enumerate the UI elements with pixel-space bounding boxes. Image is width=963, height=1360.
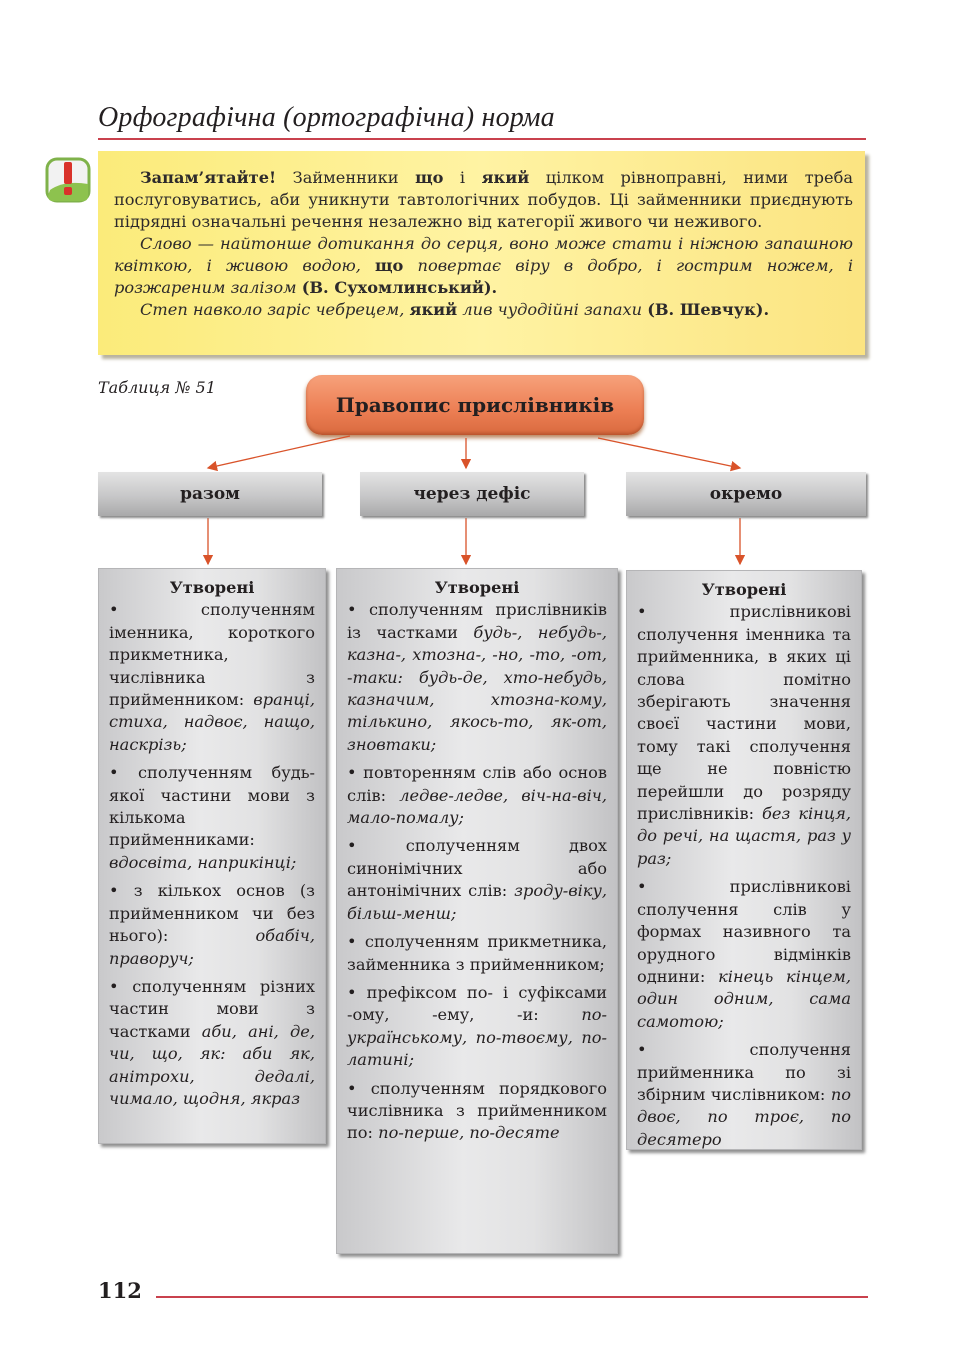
rule-text: • прислівникові сполучення іменника та прийменника, в яких ці слова помітно зберігають значення своєї частини мови, тому такі сполучення ще не повністю перейшли до розряду прислівників:: [637, 602, 851, 824]
rule-item: [637, 1039, 851, 1151]
column-title: Утворені: [169, 578, 255, 597]
category-box-hyphen: через дефіс: [360, 472, 584, 516]
rule-item: [637, 876, 851, 1033]
rule-text: • сполученням різних частин мови з частками: [109, 976, 315, 1041]
rule-examples: вранці, стиха, надвоє, нащо, наскрізь;: [109, 690, 315, 754]
rule-examples: без кінця, до речі, на щастя, раз у раз;: [637, 804, 851, 868]
rule-text: • сполученням прикметника, займенника з прийменником;: [347, 932, 607, 974]
rule-item: [347, 835, 607, 925]
column-together: [98, 568, 326, 1144]
rule-examples: по двоє, по троє, по десятеро: [637, 1084, 851, 1149]
rule-item: [109, 599, 315, 756]
column-separate: [626, 570, 862, 1150]
rule-text: • префіксом по- і суфіксами -ому, -ему, -и:: [347, 982, 607, 1025]
rule-text: • сполученням двох синонімічних або антонімічних слів:: [347, 836, 607, 901]
example-author: (В. Шевчук).: [647, 300, 770, 319]
rule-examples: вдосвіта, наприкінці;: [109, 852, 297, 872]
rule-examples: по-українському, по-твоєму, по-латині;: [347, 1005, 607, 1070]
note-text: цілком рівноправні, ними треба послуговуватись, аби уникнути тавтологічних побудов. Ці займенники приєднують підрядні означальні речення незалежно від категорії живого чи неживого.: [114, 168, 854, 231]
rule-examples: обабіч, праворуч;: [109, 926, 315, 968]
rule-item: [347, 982, 607, 1072]
example-word: який: [409, 300, 458, 319]
rule-examples: по-перше, по-десяте: [378, 1123, 560, 1143]
rule-examples: аби, ані, де, чи, що, як: аби як, анітрохи, дедалі, чимало, щодня, якраз: [109, 1021, 315, 1108]
rule-item: [347, 599, 607, 756]
example-text: лив чудодійні запахи: [457, 300, 648, 319]
rule-item: [637, 601, 851, 870]
rule-examples: ледве-ледве, віч-на-віч, мало-помалу;: [347, 785, 607, 828]
column-title: Утворені: [434, 578, 520, 597]
column-hyphen: [336, 568, 618, 1254]
rule-text: • повторенням слів або основ слів:: [347, 763, 607, 805]
rule-text: • з кількох основ (з прийменником чи без нього):: [109, 881, 315, 946]
example-text: повертає віру в добро, і гострим ножем, і розжареним залізом: [114, 256, 853, 297]
table-caption: Таблиця № 51: [98, 378, 216, 397]
rule-item: [109, 880, 315, 970]
example-text: Слово — найтонше дотикання до серця, воно може стати і ніжною запашною квіткою, і живою водою,: [114, 234, 853, 275]
rule-examples: будь-, небудь-, казна-, хтозна-, -но, -то, -от, -таки: будь-де, хто-небудь, казначим, хтозна-кому, тількино, якось-то, як-от, зновтаки;: [347, 622, 607, 754]
rule-item: [109, 762, 315, 874]
rule-text: • прислівникові сполучення слів у формах називного та орудного відмінків однини:: [637, 877, 851, 986]
page-number: 112: [98, 1278, 142, 1303]
example-author: (В. Сухомлинський).: [301, 278, 498, 297]
arrow: [208, 436, 350, 468]
note-word: що: [415, 168, 444, 187]
rule-item: [347, 931, 607, 976]
rule-item: [347, 762, 607, 829]
rule-examples: зроду-віку, більш-менш;: [347, 881, 607, 923]
category-box-separate: окремо: [626, 472, 866, 516]
example-text: Степ навколо заріс чебрецем,: [140, 300, 410, 319]
rule-text: • сполученням будь-якої частини мови з кількома прийменниками:: [109, 763, 315, 850]
footer-rule: [156, 1296, 868, 1298]
note-text: і: [443, 168, 482, 187]
arrow: [598, 438, 740, 468]
column-title: Утворені: [701, 580, 787, 599]
rule-text: • сполучення прийменника по зі збірним числівником:: [637, 1040, 851, 1104]
note-text: Займенники: [276, 168, 416, 187]
rule-text: • сполученням порядкового числівника з прийменником по:: [347, 1078, 607, 1143]
category-box-together: разом: [98, 472, 322, 516]
rule-item: [347, 1078, 607, 1145]
section-heading: Орфографічна (ортографічна) норма: [98, 102, 555, 133]
example-word: що: [375, 256, 404, 275]
rule-text: • сполученням прислівників із частками: [347, 600, 607, 642]
note-lead: Запам’ятайте!: [140, 168, 277, 187]
rule-examples: кінець кінцем, один одним, сама самотою;: [637, 966, 851, 1031]
rule-item: [109, 976, 315, 1110]
rule-text: • сполученням іменника, короткого прикметника, числівника з прийменником:: [109, 600, 315, 710]
diagram-title: Правопис прислівників: [306, 375, 644, 435]
note-word: який: [481, 168, 530, 187]
